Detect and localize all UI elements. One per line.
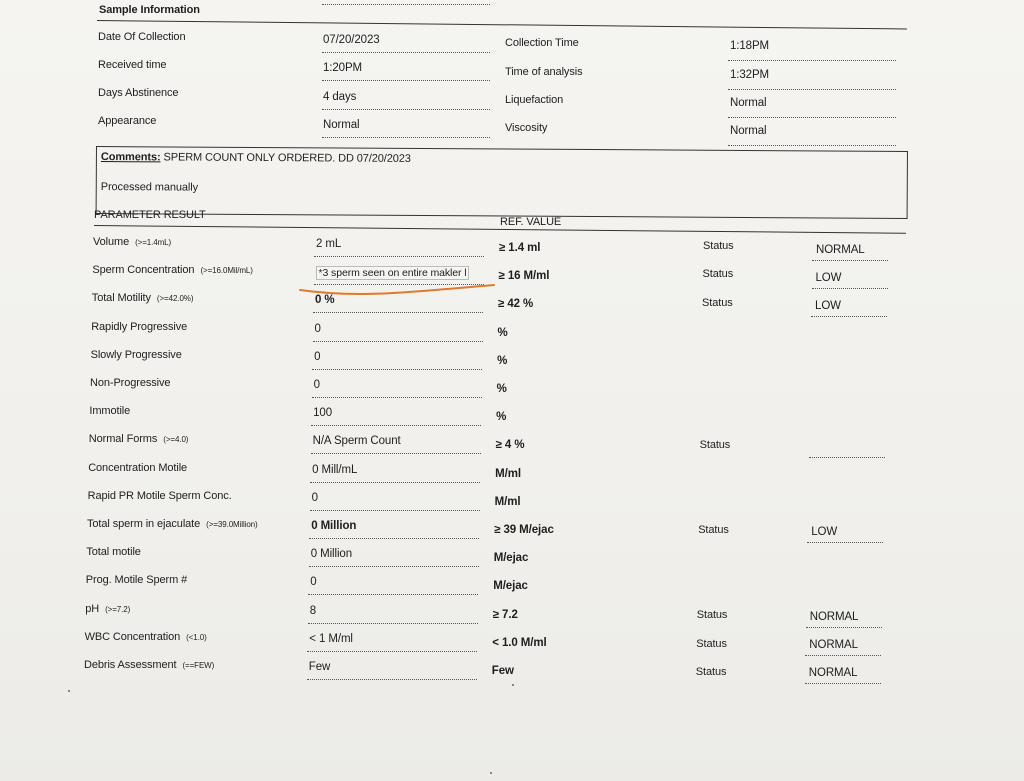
- reference-value: M/ml: [494, 495, 521, 508]
- dotted-underline: [322, 109, 490, 110]
- parameter-label: Prog. Motile Sperm #: [85, 574, 188, 587]
- dotted-underline: [807, 542, 883, 543]
- status-label: Status: [699, 438, 731, 451]
- processed-manually: Processed manually: [100, 181, 199, 194]
- status-label: Status: [702, 296, 733, 309]
- viscosity-label: Viscosity: [505, 122, 548, 134]
- dotted-underline: [310, 482, 480, 483]
- comments-label: Comments:: [100, 151, 161, 164]
- parameter-label-text: Normal Forms: [88, 433, 158, 446]
- header-rule: [97, 20, 907, 29]
- result-value: 0: [314, 322, 321, 335]
- result-value: 0: [313, 379, 320, 391]
- received-time-value: 1:20PM: [323, 62, 363, 74]
- handwritten-underline-annotation: [298, 280, 498, 298]
- comments-body: SPERM COUNT ONLY ORDERED. DD 07/20/2023: [160, 151, 411, 165]
- dotted-underline: [309, 538, 479, 539]
- ref-value-heading: REF. VALUE: [500, 216, 562, 228]
- reference-value: %: [496, 411, 507, 424]
- scan-speck: [68, 690, 70, 692]
- dotted-underline: [311, 425, 481, 426]
- parameter-label: [93, 236, 171, 248]
- result-value: 0: [311, 491, 318, 504]
- parameter-label: Total motile: [86, 546, 141, 559]
- dotted-underline: [812, 288, 888, 289]
- scan-speck: [490, 772, 492, 774]
- dotted-underline: [308, 594, 478, 595]
- result-value: < 1 M/ml: [309, 632, 353, 645]
- reference-value: ≥ 1.4 ml: [499, 242, 541, 254]
- dotted-underline: [728, 145, 896, 146]
- status-value: LOW: [815, 272, 842, 285]
- dotted-underline: [313, 341, 483, 342]
- result-value: 0 Million: [310, 548, 353, 561]
- status-label: Status: [698, 524, 729, 536]
- parameter-label: Rapid PR Motile Sperm Conc.: [87, 489, 232, 502]
- parameter-label: Immotile: [89, 405, 131, 418]
- dotted-underline: [307, 679, 477, 680]
- result-value: 0 %: [315, 294, 335, 307]
- reference-value: %: [496, 383, 507, 395]
- dotted-underline: [728, 117, 896, 118]
- reference-value: M/ml: [495, 467, 521, 480]
- dotted-underline: [311, 453, 481, 454]
- result-value: 0: [314, 350, 321, 363]
- dotted-underline: [805, 683, 881, 684]
- dotted-underline: [312, 369, 482, 370]
- dotted-underline: [728, 60, 896, 61]
- status-value: LOW: [811, 526, 838, 538]
- parameter-label-text: pH: [85, 602, 100, 615]
- dotted-underline: [314, 256, 484, 257]
- top-dotted-line: [322, 4, 490, 5]
- reference-value: ≥ 4 %: [495, 439, 525, 452]
- appearance-label: Appearance: [98, 115, 157, 127]
- scan-speck: [512, 684, 514, 686]
- dotted-underline: [322, 137, 490, 138]
- reference-value: %: [497, 354, 508, 367]
- parameter-label: [89, 433, 189, 445]
- parameter-label-text: Volume: [93, 236, 130, 248]
- dotted-underline: [728, 89, 896, 90]
- result-value: *3 sperm seen on entire makler l: [316, 266, 470, 280]
- dotted-underline: [811, 316, 887, 317]
- time-of-analysis-value: 1:32PM: [730, 69, 770, 81]
- liquefaction-value: Normal: [730, 97, 767, 109]
- reference-value: ≥ 7.2: [492, 608, 518, 621]
- dotted-underline: [806, 627, 882, 628]
- reference-hint: (>=42.0%): [156, 294, 194, 304]
- status-value: NORMAL: [809, 610, 859, 623]
- viscosity-value: Normal: [730, 125, 767, 137]
- result-value: N/A Sperm Count: [312, 435, 401, 448]
- status-value: NORMAL: [808, 667, 858, 679]
- parameter-label: [92, 292, 194, 304]
- dotted-underline: [312, 397, 482, 398]
- dotted-underline: [307, 651, 477, 652]
- parameter-label: Concentration Motile: [88, 461, 188, 474]
- received-time-label: Received time: [98, 59, 167, 71]
- dotted-underline: [322, 80, 490, 81]
- status-value: LOW: [815, 300, 841, 313]
- parameter-label-text: Debris Assessment: [84, 659, 177, 671]
- reference-value: M/ejac: [493, 580, 528, 593]
- days-abstinence-label: Days Abstinence: [98, 87, 179, 99]
- comments-text: [101, 151, 411, 165]
- parameter-label: [92, 264, 252, 276]
- dotted-underline: [805, 655, 881, 656]
- comments-box: [96, 146, 908, 219]
- parameter-label-text: Total sperm in ejaculate: [87, 518, 201, 530]
- reference-value: %: [497, 326, 508, 339]
- time-of-analysis-label: Time of analysis: [505, 66, 583, 78]
- reference-hint: (>=16.0Mil/mL): [200, 266, 253, 276]
- status-value: NORMAL: [816, 244, 865, 256]
- dotted-underline: [809, 457, 885, 458]
- parameter-label-text: Total Motility: [91, 292, 151, 305]
- reference-value: ≥ 42 %: [498, 298, 534, 311]
- result-value: Few: [308, 661, 331, 673]
- dotted-underline: [322, 52, 490, 53]
- days-abstinence-value: 4 days: [323, 91, 357, 103]
- parameter-label: [84, 659, 214, 671]
- status-value: NORMAL: [809, 638, 858, 651]
- date-of-collection-value: 07/20/2023: [323, 34, 380, 46]
- appearance-value: Normal: [323, 119, 360, 131]
- dotted-underline: [313, 312, 483, 313]
- result-value: 100: [313, 407, 332, 420]
- status-label: Status: [695, 666, 727, 678]
- dotted-underline: [812, 260, 888, 261]
- reference-value: < 1.0 M/ml: [492, 636, 547, 649]
- dotted-underline: [310, 510, 480, 511]
- sample-information-heading: Sample Information: [99, 4, 200, 16]
- reference-value: ≥ 16 M/ml: [498, 270, 550, 283]
- result-value: 0 Million: [311, 520, 357, 532]
- dotted-underline: [308, 623, 478, 624]
- dotted-underline: [309, 566, 479, 567]
- reference-hint: (>=1.4mL): [135, 238, 172, 247]
- collection-time-value: 1:18PM: [730, 40, 770, 52]
- reference-hint: (==FEW): [182, 661, 215, 670]
- collection-time-label: Collection Time: [505, 37, 579, 49]
- parameter-label: Slowly Progressive: [90, 348, 182, 361]
- parameter-label: Non-Progressive: [90, 377, 171, 389]
- date-of-collection-label: Date Of Collection: [98, 31, 186, 43]
- status-label: Status: [696, 637, 727, 650]
- reference-hint: (>=7.2): [105, 604, 131, 614]
- result-value: 0 Mill/mL: [312, 463, 358, 476]
- reference-hint: (>=39.0Million): [206, 520, 258, 529]
- parameter-label-text: WBC Concentration: [84, 630, 181, 643]
- result-value: 8: [309, 604, 317, 617]
- status-label: Status: [696, 609, 728, 622]
- parameter-label: [85, 603, 130, 615]
- result-value: 2 mL: [316, 238, 342, 250]
- status-label: Status: [702, 268, 734, 281]
- result-value: 0: [310, 576, 317, 589]
- reference-value: M/ejac: [493, 552, 529, 565]
- liquefaction-label: Liquefaction: [505, 94, 564, 106]
- parameter-label: [85, 631, 207, 643]
- reference-value: ≥ 39 M/ejac: [494, 524, 554, 536]
- status-label: Status: [703, 240, 734, 252]
- parameter-label: Rapidly Progressive: [91, 320, 188, 333]
- reference-hint: (>=4.0): [163, 435, 189, 445]
- parameter-label-text: Sperm Concentration: [92, 264, 195, 277]
- reference-hint: (<1.0): [186, 632, 207, 642]
- reference-value: Few: [491, 665, 514, 677]
- parameter-result-heading: PARAMETER RESULT: [94, 209, 206, 221]
- parameter-label: [87, 518, 258, 530]
